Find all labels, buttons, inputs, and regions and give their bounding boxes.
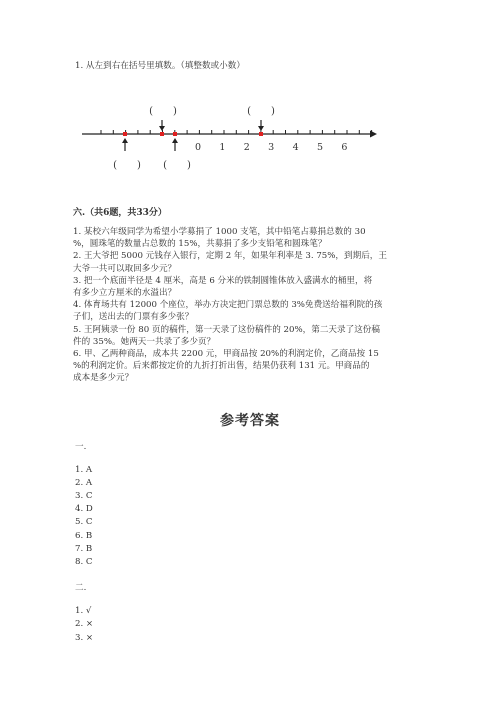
number-line-label: 3 bbox=[268, 142, 275, 153]
answer-item: 1. √ bbox=[75, 606, 92, 616]
problem-3-line: 有多少立方厘米的水溢出？ bbox=[73, 288, 177, 298]
answer-item: 6. B bbox=[75, 530, 93, 541]
number-line-label: 1 bbox=[219, 142, 226, 153]
arrow-down-1 bbox=[159, 120, 165, 131]
bracket-top-1: ( ) bbox=[149, 106, 177, 117]
number-line-arrow bbox=[370, 131, 377, 138]
answers-part2-heading: 二. bbox=[75, 583, 87, 593]
bracket-bottom-2: ( ) bbox=[163, 160, 191, 171]
problem-4-line: 子们，送出去的门票有多少张？ bbox=[73, 312, 194, 323]
problem-3-line: 3. 把一个底面半径是 4 厘米，高是 6 分米的铁制圆锥体放入盛满水的桶里，将 bbox=[73, 275, 373, 286]
problem-1-line: 1. 某校六年级同学为希望小学募捐了 1000 支笔，其中铅笔占募捐总数的 30 bbox=[73, 227, 366, 237]
answer-item: 2. × bbox=[75, 619, 94, 630]
answers-part1-heading: 一. bbox=[75, 442, 87, 452]
section6-title: 六.（共6题，共33分） bbox=[73, 208, 167, 218]
arrow-up-1 bbox=[122, 138, 128, 151]
q1-instruction: 1. 从左到右在括号里填数。（填整数或小数） bbox=[75, 61, 245, 71]
point-b bbox=[160, 132, 164, 136]
answer-item: 7. B bbox=[75, 543, 93, 554]
answer-item: 1. A bbox=[75, 465, 93, 475]
answer-item: 2. A bbox=[75, 478, 93, 489]
number-line-label: 2 bbox=[243, 142, 250, 153]
answers-title: 参考答案 bbox=[220, 413, 280, 429]
number-line-label: 5 bbox=[316, 142, 324, 153]
problem-2-line: 大爷一共可以取回多少元？ bbox=[73, 263, 177, 274]
problem-2-line: 2. 王大爷把 5000 元钱存入银行，定期 2 年，如果年利率是 3. 75%，到期后，王 bbox=[73, 251, 387, 262]
problem-6-line: %的利润定价。后来都按定价的九折打折出售，结果仍获利 131 元。甲商品的 bbox=[73, 361, 370, 372]
answer-item: 3. C bbox=[75, 491, 93, 502]
problem-5-line: 5. 王阿姨录一份 80 页的稿件，第一天录了这份稿件的 20%，第二天录了这份稿 bbox=[73, 324, 380, 335]
answer-item: 5. C bbox=[75, 517, 93, 528]
number-line-label: 6 bbox=[341, 142, 348, 153]
problem-6-line: 成本是多少元？ bbox=[73, 373, 134, 384]
arrow-up-2 bbox=[172, 138, 178, 151]
bracket-top-2: ( ) bbox=[247, 106, 275, 117]
number-line-label: 4 bbox=[292, 142, 299, 153]
arrow-down-2 bbox=[258, 120, 264, 131]
problem-1-line: %，圆珠笔的数量占总数的 15%，共募捐了多少支铅笔和圆珠笔？ bbox=[73, 239, 327, 250]
answer-item: 3. × bbox=[75, 632, 94, 643]
point-d bbox=[259, 132, 263, 136]
problem-4-line: 4. 体育场共有 12000 个座位，举办方决定把门票总数的 3%免费送给福利院的孩 bbox=[73, 300, 383, 311]
answer-item: 4. D bbox=[75, 504, 93, 515]
bracket-bottom-1: ( ) bbox=[113, 160, 141, 171]
point-c bbox=[173, 132, 177, 136]
answer-item: 8. C bbox=[75, 556, 93, 567]
problem-5-line: 件的 35%。她两天一共录了多少页？ bbox=[73, 336, 216, 347]
point-a bbox=[123, 132, 127, 136]
number-line-label: 0 bbox=[194, 142, 202, 153]
problem-6-line: 6. 甲、乙两种商品，成本共 2200 元，甲商品按 20%的利润定价，乙商品按 15 bbox=[73, 349, 379, 359]
